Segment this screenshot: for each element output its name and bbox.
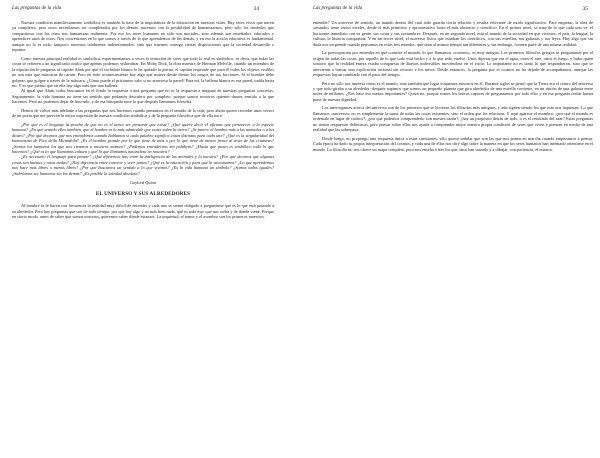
page-number: 35 bbox=[582, 6, 588, 12]
right-page bbox=[307, 0, 594, 458]
running-title: Las preguntas de la vida bbox=[12, 6, 62, 11]
paragraph: Desde luego, no propongo una respuesta única a estas cuestiones; sólo quiero señalar que son las que nos ponen en marcha cuando empezamos a pensar. Cada época ha dado su propia interpretación del cosmos, y cada una de ellas nos dice algo sobre la manera en que los seres humanos han intentado orientarse en el mundo. La filosofía no nos ofrece un mapa completo, pero nos enseña a leer los que otros han trazado y a dibujar, con paciencia, el nuestro. bbox=[313, 135, 593, 152]
page-header bbox=[307, 6, 594, 16]
page-body bbox=[313, 20, 593, 152]
paragraph: Como nuestra principal realidad es simbólica, experimentamos a veces la tentación de creer que todo lo real es simbólico, es decir, que todas las cosas se refieren a un significado oculto que apenas podemos vislumbrar. En Moby Dick, la obra maestra de Herman Melville, cuando un miembro de la tripulación le pregunta al capitán Ahab por qué el cachalote blanco le ha quitado la pierna, el capitán responde que para él todos los objetos visibles no son más que máscaras de cartón. Pero en todo acontecimiento hay algo que mueve desde dentro los rasgos de sus facciones. Si el hombre debe golpear, que golpee a través de la máscara. ¿Cómo puede el prisionero salir si no atraviesa la pared? Para mí, la ballena blanca es esa pared, traída hasta mí. Y es que pienso que en ella hay algo más que una ballena. bbox=[12, 55, 274, 88]
signature: Gaylord Quinn bbox=[130, 180, 156, 186]
paragraph: entender? Un universo de sentido, un mundo dentro del cual todo guarda cierta relación y resulta relevante de modo significativo. Para empezar, la idea de «mundo» tiene varios niveles, desde el más primitivo y aproximativo hasta el más abstracto y científico. En el primer nivel, se trata de lo que cada uno ve: el horizonte inmediato con su gente, sus cosas y sus costumbres. Después, en un segundo nivel, está el mundo de la sociedad en que vivimos: el país, la lengua, la cultura, la historia compartida. Y en un tercer nivel, el universo físico que estudian los científicos, con sus estrellas, sus galaxias y sus leyes. Hay algo que sin duda nos sorprende cuando pensamos en estos tres mundos: que sean al mismo tiempo tan diferentes y, sin embargo, formen parte de una misma realidad. bbox=[313, 20, 593, 47]
left-page bbox=[6, 0, 293, 458]
quote-paragraph: ¿Por qué es el lenguaje la prueba de que no es el único ser pensante que existe? ¿Qué quiere decir el afirmar que pertenecer a la especie humana? ¿En qué sentido ellos también, que el hombre es lo más admirable que existe sobre la tierra? ¿Se parece el hombre más a los animales o a los dioses? ¿Por qué decimos que nos entendemos cuando hablamos si cada palabra significa cosas distintas para cada uno? ¿Qué es la singularidad del humanismo de Pico della Mirandola? ¿Es el hombre grande por lo que tiene de más o por lo que tiene de menos frente al resto de las criaturas? ¿Somos los humanos los que nos creamos a nosotros mismos? ¿Podemos entendernos sin palabras? ¿Hasta qué punto es simbólico todo lo que hacemos? ¿Qué es lo que llamamos cultura y qué lo que llamamos naturaleza en nosotros? bbox=[12, 121, 274, 154]
paragraph: Nuestra condición manifiestamente simbólica es también la base de la importancia de la educación en nuestras vidas. Hay seres vivos que nacen ya completos, pero otros necesitamos ser completados por los demás: nacemos con la posibilidad de humanizarnos, pero sólo los símbolos que compartimos con los otros nos humanizan realmente. Por eso los seres humanos no sólo son mortales, sino además son enseñados, educados y aprendices unos de otros. Nos convertimos en lo que somos a través de lo que aprendemos de los demás, y en eso la acción educativa es fundamental, aunque no lo es todo: tampoco nacemos totalmente indeterminados, sino que traemos consigo ciertas disposiciones que la sociedad desarrolla o reprime. bbox=[12, 20, 274, 53]
paragraph: Hemos de volver más adelante a las preguntas que nos hacemos cuando pensamos en el sentido de la vida, pero ahora quiero recordar unos versos de un poeta que me parecen la mejor expresión de nuestra condición simbólica y de la pregunta filosófica que de ella nace: bbox=[12, 107, 274, 119]
quote-paragraph: ¿Es necesario el lenguaje para pensar? ¿Qué diferencia hay entre la inteligencia de los animales y la nuestra? ¿Por qué decimos que algunas cosas son buenas y otras malas? ¿Hay diferencia entre convivir y vivir juntos? ¿Qué es la educación y para qué la necesitamos? ¿Lo que aprendemos nos hace más libres o menos libres? ¿Por qué buscamos un sentido a lo que vivimos? ¿Es la vida humana un símbolo? ¿Somos todos iguales? ¿Sabríamos ser humanos sin los demás? ¿Es posible la soledad absoluta? bbox=[12, 154, 274, 176]
paragraph: Al hombre se le hacen con frecuencia la realidad muy difícil de entender y cada uno se siente obligado a preguntarse qué es lo que está pasando a su alrededor. Pero hay preguntas que son de todo tiempo: por qué hay algo y no más bien nada, qué es todo esto que nos rodea y de dónde viene. Porque en cierto modo, antes de saber qué somos nosotros, queremos saber dónde estamos. La inquietud, el temor y el asombro son los primeros maestros. bbox=[12, 203, 274, 220]
paragraph: Al igual que Ahab, todos buscamos en el fondo la respuesta a una pregunta que no es la respuesta a ninguna de nuestras preguntas concretas. Seguramente, la vida humana no tiene un sentido que podamos descubrir por completo, porque somos nosotros quienes damos sentido a lo que hacemos. Pero no podemos dejar de buscarlo, y de esa búsqueda nace lo que después llamamos filosofía. bbox=[12, 88, 274, 105]
section-title: EL UNIVERSO Y SUS ALREDEDORES bbox=[95, 190, 191, 197]
paragraph: Los interrogantes acerca del universo son de los primeros que se hicieron los filósofos más antiguos, y aún siguen siendo los que más nos inquietan. Lo que llamamos «universo» no es simplemente la suma de todas las cosas existentes, sino el orden que las relaciona. Y aquí aparece el asombro: ¿por qué el mundo es ordenado en lugar de caótico?, ¿por qué podemos comprenderlo con nuestra razón?, ¿hay un propósito detrás de todo, o es el resultado del azar? Estas preguntas no tienen respuestas definitivas, pero pensar sobre ellas nos ayuda a comprender mejor nuestra propia condición de seres que viven y piensan en medio de una realidad que les sobrepasa. bbox=[313, 105, 593, 133]
paragraph: Pero no sólo nos interesa cómo es el mundo, sino también qué lugar ocupamos nosotros en él. Durante siglos se pensó que la Tierra era el centro del universo y que todo giraba a su alrededor; después supimos que somos un pequeño planeta que gira alrededor de una estrella corriente, en un rincón de una galaxia entre miles de millones. ¿Nos hace eso menos importantes? Quizá no, porque somos los únicos capaces de preguntarnos por todo ello, y en esa pregunta reside buena parte de nuestra dignidad. bbox=[313, 80, 593, 102]
quoted-questions bbox=[12, 122, 274, 177]
page-number: 34 bbox=[253, 6, 259, 12]
page-body bbox=[12, 20, 274, 220]
page-header bbox=[6, 6, 293, 16]
paragraph: La preocupación por entender en qué consiste el mundo, lo que llamamos «cosmos», es muy antigua. Los primeros filósofos griegos se preguntaron por el origen de todas las cosas, por aquello de lo que todo está hecho y a lo que todo vuelve. Unos dijeron que era el agua, otros el aire, otros el fuego, y hubo quien sostuvo que la realidad entera estaba compuesta de átomos indivisibles moviéndose en el vacío. Lo importante no es tanto lo que respondieron, sino que se atrevieran a buscar una explicación racional sin recurrir a los mitos. Desde entonces, la pregunta por el cosmos no ha dejado de acompañarnos, aunque las respuestas hayan cambiado con el paso del tiempo. bbox=[313, 50, 593, 78]
running-title: Las preguntas de la vida bbox=[313, 6, 363, 11]
